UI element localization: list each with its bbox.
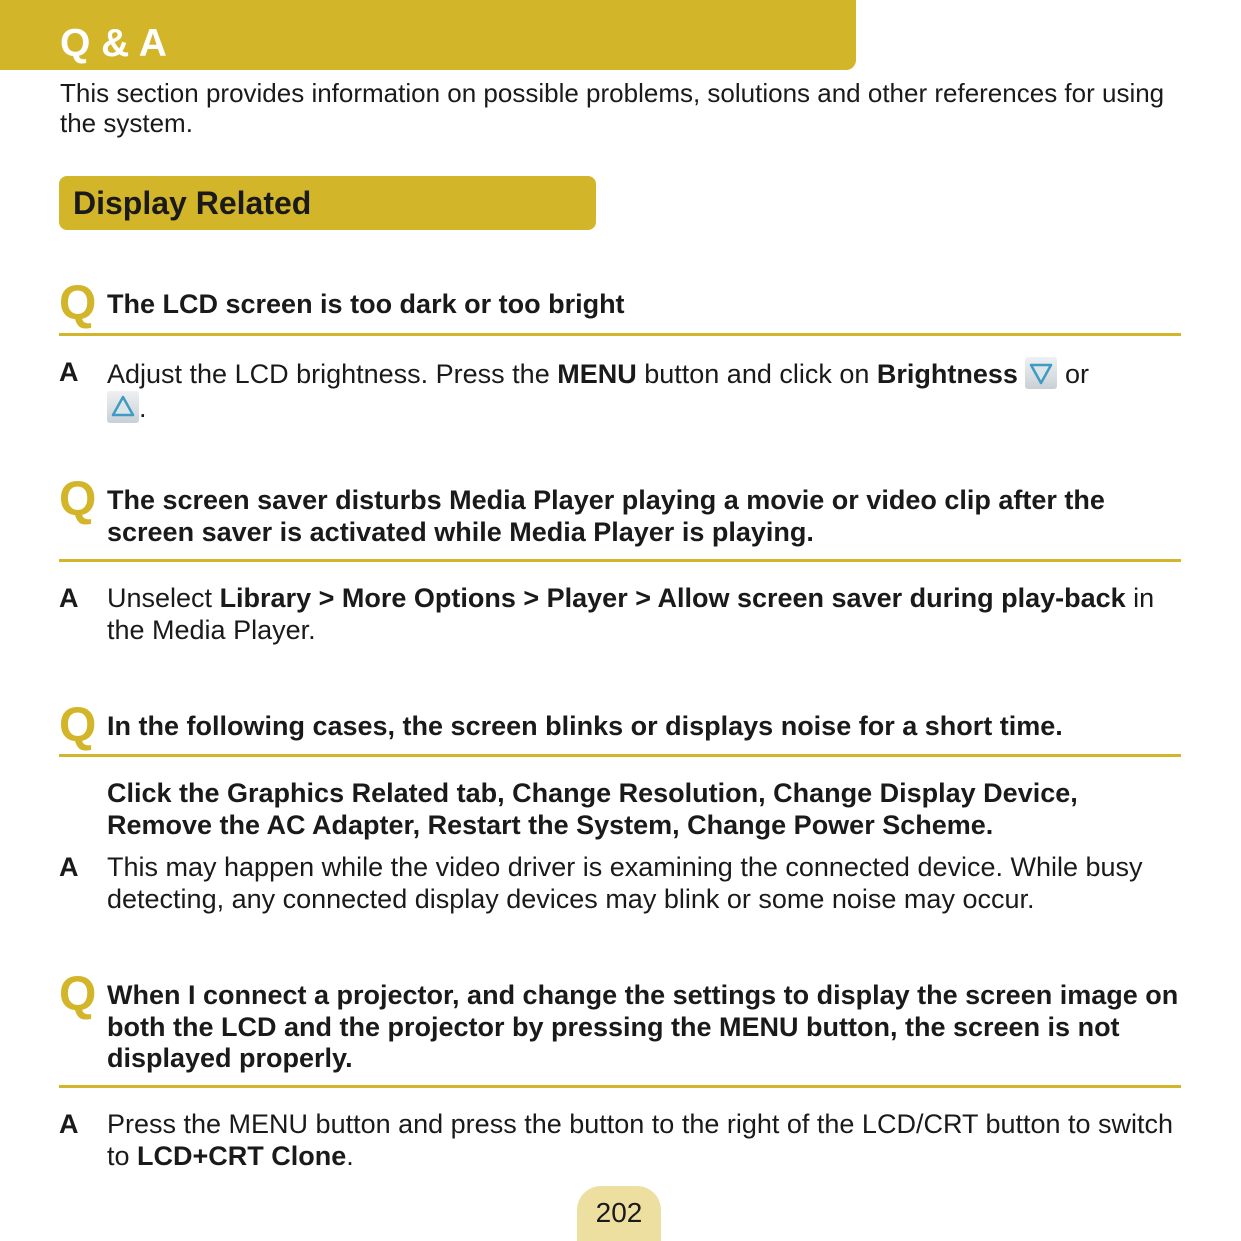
cases-list: Click the Graphics Related tab, Change Resolution, Change Display Device, Remove the AC Adapter, Restart the System, Change Power Scheme.: [107, 778, 1078, 840]
page-title: Q & A: [60, 22, 167, 65]
answer-block-4: [59, 1109, 1184, 1172]
answer-block-1: [59, 357, 1184, 424]
note-block-3: [59, 778, 1184, 841]
question-text-3: In the following cases, the screen blinks or displays noise for a short time.: [107, 711, 1063, 741]
question-text-2: The screen saver disturbs Media Player playing a movie or video clip after the screen saver is activated while Media Player is playing.: [107, 485, 1105, 547]
answer-text-1: Adjust the LCD brightness. Press the MENU button and click on Brightness or .: [107, 359, 1089, 423]
question-block-4: [59, 968, 1181, 1088]
answer-marker: A: [59, 1109, 79, 1139]
question-marker: Q: [59, 968, 97, 1021]
triangle-up-icon: [107, 391, 139, 423]
answer-text-2: Unselect Library > More Options > Player > Allow screen saver during play-back in the Media Player.: [107, 583, 1155, 645]
section-bar: [59, 176, 596, 230]
menu-path: Library > More Options > Player > Allow screen saver during play-back: [219, 583, 1126, 613]
answer-text-4: Press the MENU button and press the button to the right of the LCD/CRT button to switch to LCD+CRT Clone.: [107, 1109, 1174, 1171]
question-text-4: When I connect a projector, and change the settings to display the screen image on both the LCD and the projector by pressing the MENU button, the screen is not displayed properly.: [107, 980, 1179, 1073]
triangle-down-icon: [1025, 357, 1057, 389]
answer-marker: A: [59, 583, 79, 613]
page-number: 202: [595, 1197, 643, 1228]
question-marker: Q: [59, 699, 97, 752]
question-block-3: [59, 699, 1181, 757]
question-marker: Q: [59, 277, 97, 330]
answer-marker: A: [59, 852, 79, 882]
header-bar: [0, 0, 856, 70]
question-block-2: [59, 473, 1181, 562]
answer-block-3: [59, 852, 1184, 915]
answer-marker: A: [59, 357, 79, 387]
page-number-badge: [577, 1186, 661, 1241]
clone-keyword: LCD+CRT Clone: [137, 1140, 347, 1171]
intro-text: This section provides information on possible problems, solutions and other references for using the system.: [60, 78, 1165, 138]
question-marker: Q: [59, 473, 97, 526]
brightness-keyword: Brightness: [876, 359, 1018, 389]
question-text-1: The LCD screen is too dark or too bright: [107, 289, 625, 319]
answer-text-3: This may happen while the video driver is examining the connected device. While busy detecting, any connected display devices may blink or some noise may occur.: [107, 852, 1143, 914]
answer-block-2: [59, 583, 1184, 646]
question-block-1: [59, 277, 1181, 336]
section-title: Display Related: [73, 185, 312, 221]
menu-keyword: MENU: [557, 359, 637, 389]
